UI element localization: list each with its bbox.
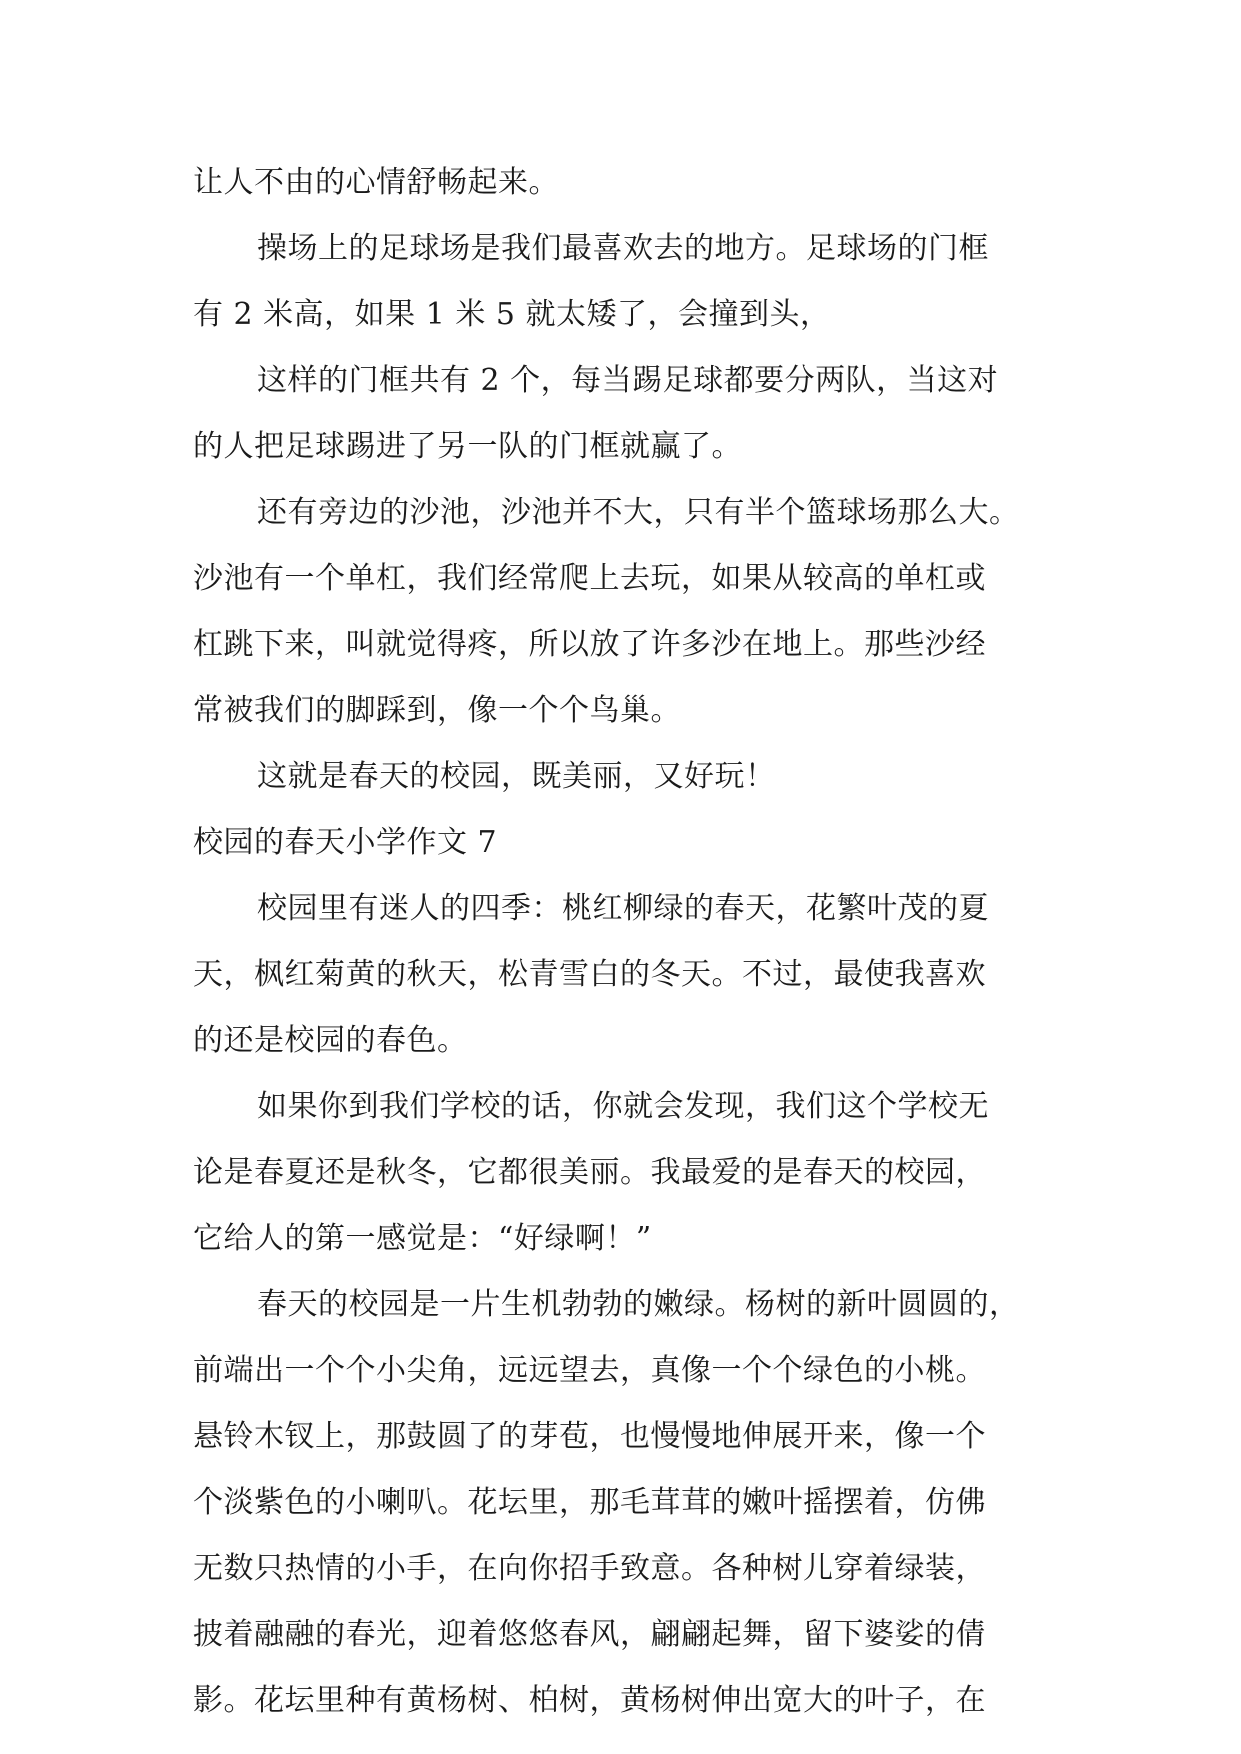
essay-text (193, 150, 1053, 1734)
text-line: 论是春夏还是秋冬，它都很美丽。我最爱的是春天的校园， (193, 1155, 986, 1190)
text-line: 它给人的第一感觉是：“好绿啊！” (193, 1221, 652, 1256)
paragraph-start-line: 这就是春天的校园，既美丽，又好玩！ (257, 759, 776, 794)
paragraph-start-line: 这样的门框共有 2 个，每当踢足球都要分两队，当这对 (257, 363, 999, 398)
text-line: 让人不由的心情舒畅起来。 (193, 165, 559, 200)
section-heading: 校园的春天小学作文 7 (193, 825, 498, 860)
text-line: 沙池有一个单杠，我们经常爬上去玩，如果从较高的单杠或 (193, 561, 986, 596)
text-line: 影。花坛里种有黄杨树、柏树，黄杨树伸出宽大的叶子，在 (193, 1683, 986, 1718)
paragraph-start-line: 春天的校园是一片生机勃勃的嫩绿。杨树的新叶圆圆的， (257, 1287, 1020, 1322)
text-line: 无数只热情的小手，在向你招手致意。各种树儿穿着绿装， (193, 1551, 986, 1586)
text-line: 杠跳下来，叫就觉得疼，所以放了许多沙在地上。那些沙经 (193, 627, 986, 662)
paragraph-start-line: 还有旁边的沙池，沙池并不大，只有半个篮球场那么大。 (257, 495, 1020, 530)
paragraph-start-line: 校园里有迷人的四季：桃红柳绿的春天，花繁叶茂的夏 (257, 891, 989, 926)
text-line: 披着融融的春光，迎着悠悠春风，翩翩起舞，留下婆娑的倩 (193, 1617, 986, 1652)
text-line: 悬铃木钗上，那鼓圆了的芽苞，也慢慢地伸展开来，像一个 (193, 1419, 986, 1454)
text-line: 的还是校园的春色。 (193, 1023, 468, 1058)
text-line: 个淡紫色的小喇叭。花坛里，那毛茸茸的嫩叶摇摆着，仿佛 (193, 1485, 986, 1520)
paragraph-start-line: 如果你到我们学校的话，你就会发现，我们这个学校无 (257, 1089, 989, 1124)
text-line: 天，枫红菊黄的秋天，松青雪白的冬天。不过，最使我喜欢 (193, 957, 986, 992)
text-line: 有 2 米高，如果 1 米 5 就太矮了，会撞到头， (193, 297, 831, 332)
text-line: 常被我们的脚踩到，像一个个鸟巢。 (193, 693, 681, 728)
paragraph-start-line: 操场上的足球场是我们最喜欢去的地方。足球场的门框 (257, 231, 989, 266)
text-line: 前端出一个个小尖角，远远望去，真像一个个绿色的小桃。 (193, 1353, 986, 1388)
text-line: 的人把足球踢进了另一队的门框就赢了。 (193, 429, 742, 464)
